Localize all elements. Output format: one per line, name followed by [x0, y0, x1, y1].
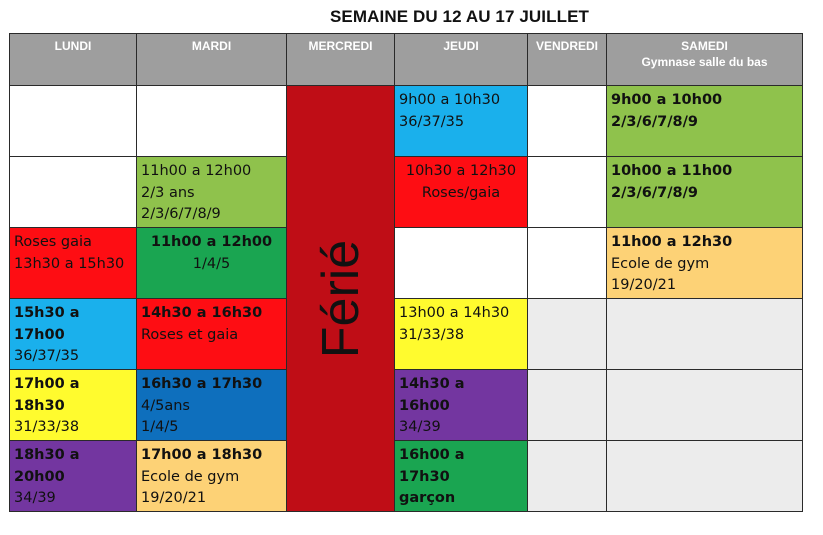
- slot-jeudi-3: [395, 228, 528, 299]
- slot-lundi-2: [10, 157, 137, 228]
- slot-samedi-5: [607, 370, 803, 441]
- column-header-samedi: SAMEDI Gymnase salle du bas: [607, 34, 803, 86]
- slot-lundi-6: 18h30 a 20h00 34/39: [10, 441, 137, 512]
- table-row: [10, 86, 803, 157]
- slot-jeudi-1: 9h00 a 10h30 36/37/35: [395, 86, 528, 157]
- slot-lundi-4: 15h30 a 17h00 36/37/35: [10, 299, 137, 370]
- column-header-mardi: MARDI: [137, 34, 287, 86]
- slot-mardi-3: 11h00 a 12h00 1/4/5: [137, 228, 287, 299]
- table-row: [10, 299, 803, 370]
- slot-lundi-3: Roses gaia 13h30 a 15h30: [10, 228, 137, 299]
- slot-jeudi-5: 14h30 a 16h00 34/39: [395, 370, 528, 441]
- column-subheader-samedi: Gymnase salle du bas: [641, 55, 768, 69]
- slot-mardi-5: 16h30 a 17h30 4/5ans 1/4/5: [137, 370, 287, 441]
- ferie-label: Férié: [311, 239, 370, 358]
- table-row: [10, 157, 803, 228]
- slot-mardi-4: 14h30 a 16h30 Roses et gaia: [137, 299, 287, 370]
- schedule-table: [9, 33, 803, 512]
- ferie-block: [287, 86, 395, 512]
- slot-mardi-2: 11h00 a 12h00 2/3 ans 2/3/6/7/8/9: [137, 157, 287, 228]
- slot-jeudi-2: 10h30 a 12h30 Roses/gaia: [395, 157, 528, 228]
- table-row: [10, 441, 803, 512]
- slot-vendredi-1: [528, 86, 607, 157]
- slot-samedi-4: [607, 299, 803, 370]
- header-row: [10, 34, 803, 86]
- slot-samedi-2: 10h00 a 11h00 2/3/6/7/8/9: [607, 157, 803, 228]
- slot-samedi-1: 9h00 a 10h00 2/3/6/7/8/9: [607, 86, 803, 157]
- column-header-lundi: LUNDI: [10, 34, 137, 86]
- slot-jeudi-6: 16h00 a 17h30 garçon: [395, 441, 528, 512]
- slot-lundi-5: 17h00 a 18h30 31/33/38: [10, 370, 137, 441]
- slot-vendredi-5: [528, 370, 607, 441]
- table-row: [10, 228, 803, 299]
- table-row: [10, 370, 803, 441]
- column-header-vendredi: VENDREDI: [528, 34, 607, 86]
- slot-samedi-3: 11h00 a 12h30 Ecole de gym 19/20/21: [607, 228, 803, 299]
- slot-vendredi-4: [528, 299, 607, 370]
- slot-vendredi-2: [528, 157, 607, 228]
- page-title: SEMAINE DU 12 AU 17 JUILLET: [329, 7, 589, 26]
- slot-lundi-1: [10, 86, 137, 157]
- column-header-jeudi: JEUDI: [395, 34, 528, 86]
- column-header-mercredi: MERCREDI: [287, 34, 395, 86]
- slot-samedi-6: [607, 441, 803, 512]
- slot-mardi-6: 17h00 a 18h30 Ecole de gym 19/20/21: [137, 441, 287, 512]
- slot-vendredi-3: [528, 228, 607, 299]
- slot-vendredi-6: [528, 441, 607, 512]
- slot-mardi-1: [137, 86, 287, 157]
- slot-jeudi-4: 13h00 a 14h30 31/33/38: [395, 299, 528, 370]
